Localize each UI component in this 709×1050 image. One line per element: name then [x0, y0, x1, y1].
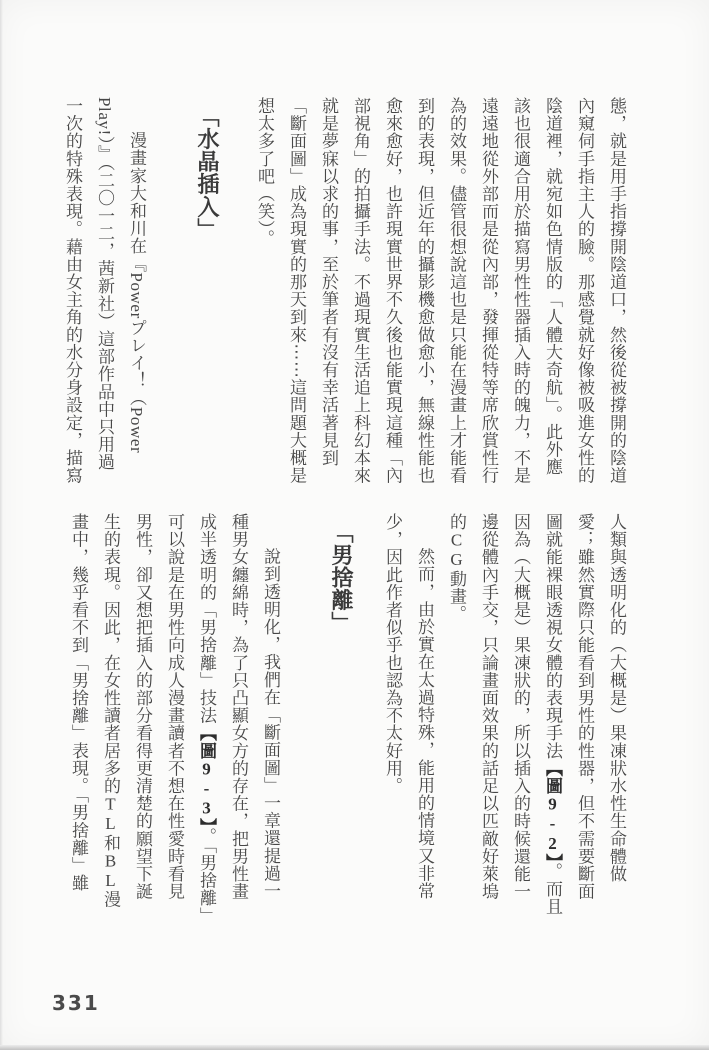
section-crystal-insertion	[56, 97, 632, 489]
text-column: 就是夢寐以求的事，至於筆者有沒有幸活著見到	[319, 97, 338, 467]
text-column	[536, 513, 568, 916]
text-column	[190, 513, 222, 925]
text-column: 畫中，幾乎看不到「男捨離」表現。「男捨離」雖	[69, 513, 88, 892]
text-column: 想太多了吧（笑）。	[255, 97, 274, 247]
text-column: 部視角」的拍攝手法。不過現實生活追上科幻本來	[351, 97, 370, 485]
page-number: 331	[52, 991, 100, 1015]
text-run: 圖就能裸眼透視女體的表現手法	[543, 513, 562, 760]
text-run: 。「男捨離」	[197, 827, 216, 925]
text-column: 愈來愈好，也許現實世界不久後也能實現這種「內	[383, 97, 402, 485]
figure-ref-9-3: 【圖9-3】	[197, 724, 216, 828]
heading-crystal-insertion: 「水晶插入」	[195, 105, 220, 241]
text-column: 邊從體內手交，只論畫面效果的話足以匹敵好萊塢	[479, 513, 498, 901]
section-danshari	[62, 513, 632, 925]
text-column: 少，因此作者似乎也認為不太好用。	[383, 513, 402, 795]
text-column: 因為（大概是）果凍狀的，所以插入的時候還能一	[511, 513, 530, 901]
text-column: 該也很適合用於描寫男性性器插入時的魄力，不是	[511, 97, 530, 485]
text-column: 內窺伺手指主人的臉。那感覺就好像被吸進女性的	[575, 97, 594, 485]
scan-edge-bottom	[0, 1045, 709, 1050]
text-column: 然而，由於實在太過特殊，能用的情境又非常	[415, 530, 434, 900]
text-column: 一次的特殊表現。藉由女主角的水分身設定，描寫	[63, 97, 82, 485]
heading-danshari: 「男捨離」	[329, 521, 354, 634]
text-column: 「斷面圖」成為現實的那天到來⋯⋯這問題大概是	[287, 97, 306, 485]
scan-edge-left	[0, 0, 3, 1050]
text-column: 男性，卻又想把插入的部分看得更清楚的願望下誕	[133, 513, 152, 901]
text-column: 為的效果。儘管很想說這也是只能在漫畫上才能看	[447, 97, 466, 485]
text-column: 遠遠地從外部而是從內部，發揮從特等席欣賞性行	[479, 97, 498, 485]
text-column: 到的表現，但近年的攝影機愈做愈小，無線性能也	[415, 97, 434, 485]
text-column: 的CG動畫。	[447, 513, 466, 623]
text-run: 。而且	[543, 862, 562, 916]
text-column: 陰道裡，就宛如色情版的「人體大奇航」。此外應	[543, 97, 562, 476]
text-column: 漫畫家大和川在『Powerプレイ！（Power	[127, 114, 146, 454]
text-column: 態，就是用手指撐開陰道口，然後從被撐開的陰道	[607, 97, 626, 485]
text-column: 愛；雖然實際只能看到男性的性器，但不需要斷面	[575, 513, 594, 901]
text-column: 種男女纏綿時，為了只凸顯女方的存在，把男性畫	[229, 513, 248, 901]
text-column: 生的表現。因此，在女性讀者居多的TL和BL漫	[101, 513, 120, 909]
text-column: 人類與透明化的（大概是）果凍狀水性生命體做	[607, 513, 626, 883]
text-column: Play!）』（二〇一二，茜新社）這部作品中只用過	[95, 97, 114, 471]
figure-ref-9-2: 【圖9-2】	[543, 759, 562, 863]
text-column: 可以說是在男性向成人漫畫讀者不想在性愛時看見	[165, 513, 184, 901]
text-column: 說到透明化，我們在「斷面圖」一章還提過一	[261, 530, 280, 900]
text-run: 成半透明的「男捨離」技法	[197, 513, 216, 725]
